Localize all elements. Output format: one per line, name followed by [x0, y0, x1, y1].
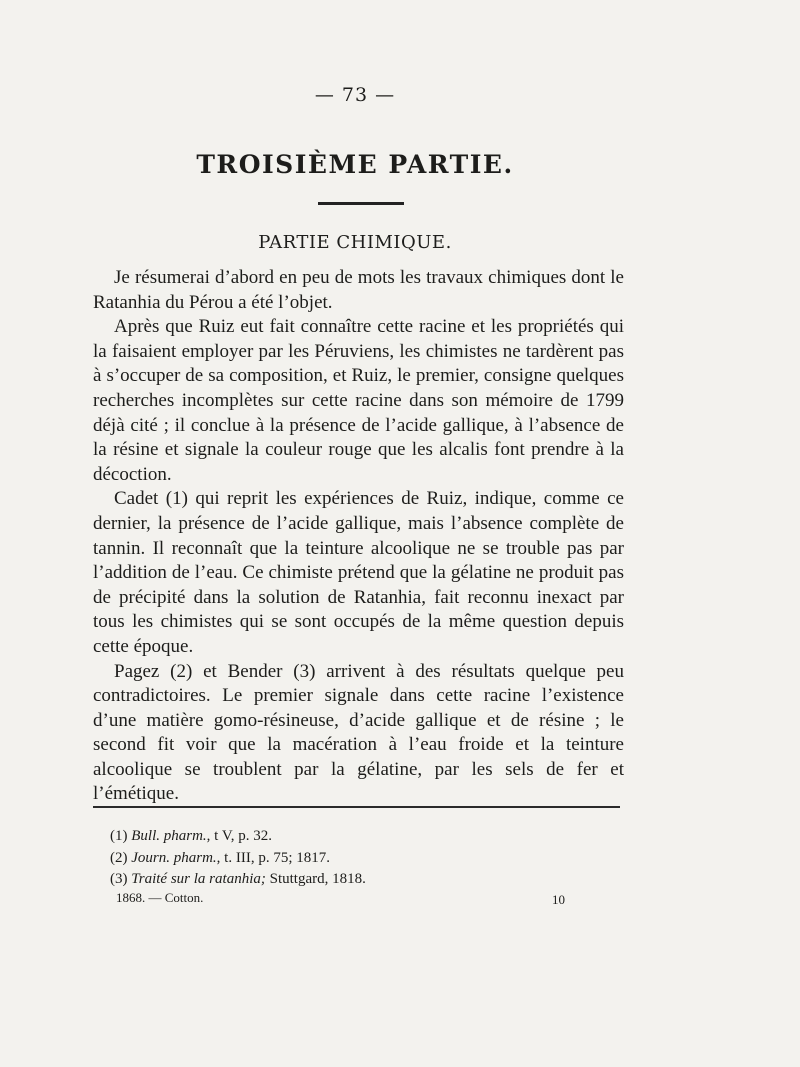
paragraph: Après que Ruiz eut fait connaître cette racine et les propriétés qui la faisaient employer par les Péruviens, les chimistes ne tardèrent pas à s’occuper de sa composition, et Ruiz, le premier, consigne quelques recherches incomplètes sur cette racine dans son mémoire de 1799 déjà cité ; il conclue à la présence de l’acide gallique, à l’absence de la résine et signale la couleur rouge que les alcalis font prendre à la décoction. — [93, 316, 624, 485]
body-text — [93, 266, 624, 807]
footnote-rest: Stuttgard, 1818. — [265, 871, 366, 887]
paragraph: Cadet (1) qui reprit les expériences de Ruiz, indique, comme ce dernier, la présence de l’acide gallique, mais l’absence complète de tannin. Il reconnaît que la teinture alcoolique ne se trouble pas par l’addition de l’eau. Ce chimiste prétend que la gélatine ne produit pas de précipité dans la solution de Ratanhia, fait reconnu inexact par tous les chimistes qui se sont occupés de la même question depuis cette époque. — [93, 488, 624, 657]
footnote — [110, 826, 610, 848]
footnote-rest: , t. III, p. 75; 1817. — [216, 849, 330, 866]
footnote-mark: (2) — [110, 849, 128, 866]
footnote — [110, 869, 610, 891]
title-rule — [318, 202, 404, 205]
footnote — [110, 848, 610, 870]
part-title: TROISIÈME PARTIE. — [196, 150, 514, 179]
footnote-title: Bull. pharm. — [131, 828, 207, 844]
footnote-rule — [93, 806, 620, 808]
signature-mark: 10 — [552, 892, 565, 907]
paragraph: Pagez (2) et Bender (3) arrivent à des résultats quelque peu contradictoires. Le premier signale dans cette racine l’existence d’une matière gomo-résineuse, d’acide gallique et de résine ; le second fit voir que la macération à l’eau froide et la teinture alcoolique se troublent par la gélatine, par les sels de fer et l’émétique. — [93, 660, 624, 805]
footnote-title: Traité sur la ratanhia; — [131, 871, 266, 887]
page-number: — 73 — — [314, 84, 396, 106]
footnotes — [110, 826, 610, 891]
paragraph: Je résumerai d’abord en peu de mots les travaux chimiques dont le Ratanhia du Pérou a été l’objet. — [93, 267, 624, 313]
section-title: PARTIE CHIMIQUE. — [258, 232, 452, 253]
imprint: 1868. — Cotton. — [116, 890, 204, 905]
footnote-mark: (3) — [110, 871, 128, 887]
footnote-mark: (1) — [110, 828, 128, 844]
footnote-title: Journ. pharm. — [131, 849, 217, 866]
footnote-rest: , t V, p. 32. — [206, 828, 272, 844]
